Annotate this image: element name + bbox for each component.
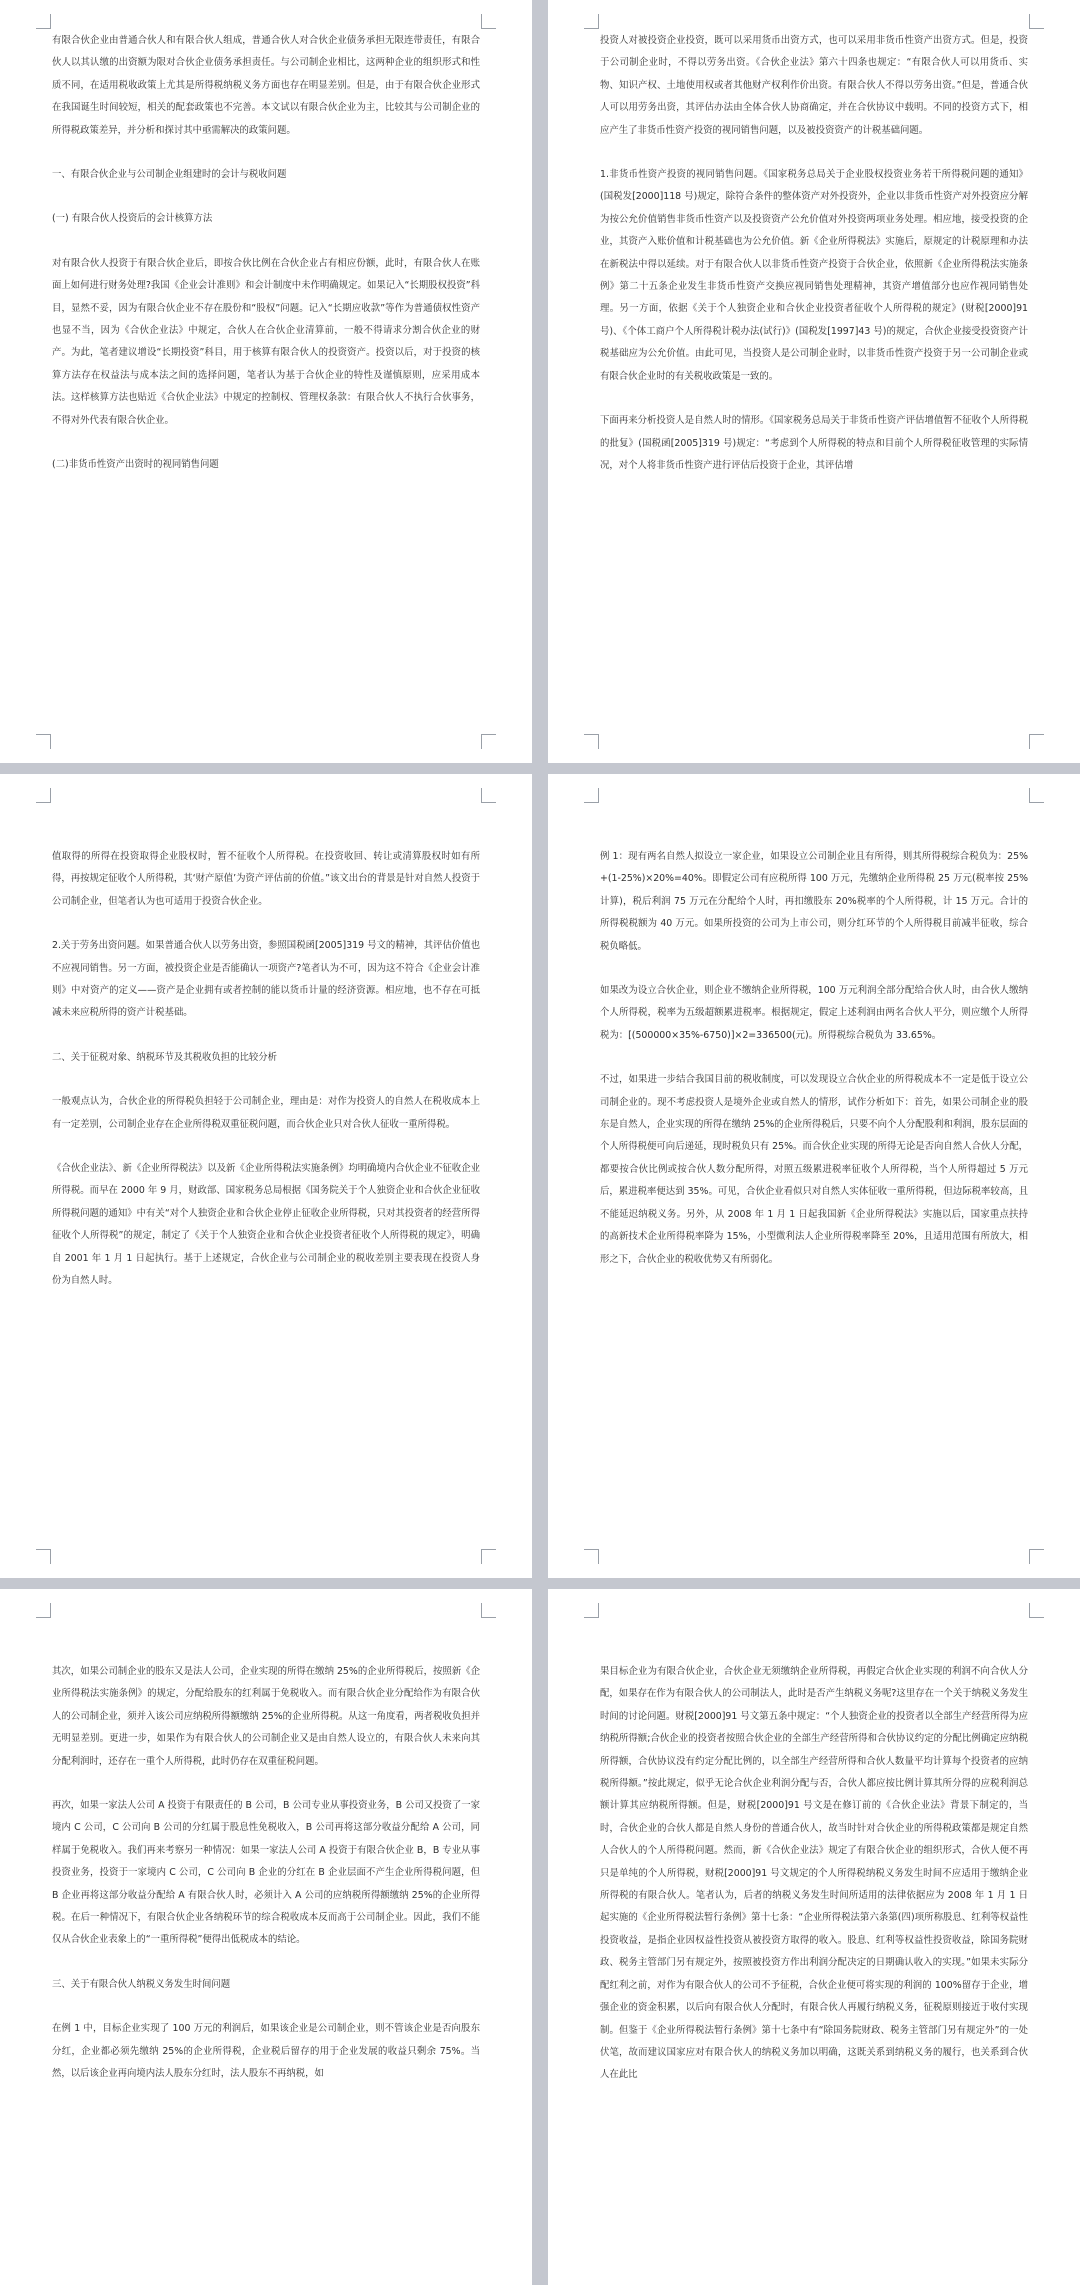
document-page bbox=[0, 774, 532, 1578]
paragraph: 投资人对被投资企业投资，既可以采用货币出资方式，也可以采用非货币性资产出资方式。但是，投资于公司制企业时，不得以劳务出资。《合伙企业法》第六十四条也规定：“有限合伙人可以用货币、实物、知识产权、土地使用权或者其他财产权利作价出资。有限合伙人不得以劳务出资。”但是，普通合伙人可以用劳务出资，其评估办法由全体合伙人协商确定，并在合伙协议中载明。不同的投资方式下，相应产生了非货币性资产投资的视同销售问题，以及被投资资产的计税基础问题。 bbox=[600, 35, 1028, 136]
margin-mark-top-left bbox=[584, 1603, 599, 1618]
paragraph: 例 1：现有两名自然人拟设立一家企业，如果设立公司制企业且有所得，则其所得税综合税负为：25%+(1-25%)×20%=40%。即假定公司有应税所得 100 万元，先缴纳企业所得税 25 万元(税率按 25%计算)，税后利润 75 万元在分配给个人时，再扣缴股东 20%税率的个人所得税，计 15 万元。合计的所得税税额为 40 万元。如果所投资的公司为上市公司，则分红环节的个人所得税目前减半征收，综合税负略低。 bbox=[600, 851, 1028, 952]
margin-mark-bottom-left bbox=[36, 734, 51, 749]
document-page bbox=[0, 0, 532, 763]
paragraph: 如果改为设立合伙企业，则企业不缴纳企业所得税，100 万元利润全部分配给合伙人时，由合伙人缴纳个人所得税，税率为五级超额累进税率。根据规定，假定上述利润由两名合伙人平分，则应缴个人所得税为：[(500000×35%-6750)]×2=336500(元)。所得税综合税负为 33.65%。 bbox=[600, 985, 1028, 1041]
margin-mark-top-left bbox=[584, 788, 599, 803]
section-heading: 一、有限合伙企业与公司制企业组建时的会计与税收问题 bbox=[52, 169, 287, 181]
margin-mark-bottom-right bbox=[1029, 734, 1044, 749]
section-heading: 二、关于征税对象、纳税环节及其税收负担的比较分析 bbox=[52, 1051, 278, 1063]
margin-mark-bottom-right bbox=[481, 1549, 496, 1564]
paragraph: 2.关于劳务出资问题。如果普通合伙人以劳务出资，参照国税函[2005]319 号文的精神，其评估价值也不应视同销售。另一方面，被投资企业是否能确认一项资产?笔者认为不可，因为这不符合《企业会计准则》中对资产的定义——资产是企业拥有或者控制的能以货币计量的经济资源。相应地，也不存在可抵减未来应税所得的资产计税基础。 bbox=[52, 940, 480, 1019]
page-text bbox=[52, 30, 480, 499]
subsection-heading: (一) 有限合伙人投资后的会计核算方法 bbox=[52, 213, 213, 225]
margin-mark-top-right bbox=[1029, 788, 1044, 803]
subsection-heading: (二)非货币性资产出资时的视同销售问题 bbox=[52, 459, 219, 471]
paragraph: 其次，如果公司制企业的股东又是法人公司，企业实现的所得在缴纳 25%的企业所得税后，按照新《企业所得税法实施条例》的规定，分配给股东的红利属于免税收入。而有限合伙企业分配给作为有限合伙人的公司制企业，须并入该公司应纳税所得额缴纳 25%的企业所得税。从这一角度看，两者税收负担并无明显差别。更进一步，如果作为有限合伙人的公司制企业又是由自然人设立的，有限合伙人未来向其分配利润时，还存在一重个人所得税，此时仍存在双重征税问题。 bbox=[52, 1666, 480, 1767]
paragraph: 对有限合伙人投资于有限合伙企业后，即按合伙比例在合伙企业占有相应份额，此时，有限合伙人在账面上如何进行财务处理?我国《企业会计准则》和会计制度中未作明确规定。如果记入“长期股权投资”科目，显然不妥，因为有限合伙企业不存在股份和“股权”问题。记入“长期应收款”等作为普通债权性资产也显不当，因为《合伙企业法》中规定，合伙人在合伙企业清算前，一般不得请求分割合伙企业的财产。为此，笔者建议增设“长期投资”科目，用于核算有限合伙人的投资资产。投资以后，对于投资的核算方法存在权益法与成本法之间的选择问题，笔者认为基于合伙企业的特性及谨慎原则，应采用成本法。这样核算方法也贴近《合伙企业法》中规定的控制权、管理权条款：有限合伙人不执行合伙事务，不得对外代表有限合伙企业。 bbox=[52, 257, 480, 426]
paragraph: 《合伙企业法》、新《企业所得税法》以及新《企业所得税法实施条例》均明确境内合伙企业不征收企业所得税。而早在 2000 年 9 月，财政部、国家税务总局根据《国务院关于个人独资企业和合伙企业征收所得税问题的通知》中有关“对个人独资企业和合伙企业停止征收企业所得税，只对其投资者的经营所得征收个人所得税”的规定，制定了《关于个人独资企业和合伙企业投资者征收个人所得税的规定》，明确自 2001 年 1 月 1 日起执行。基于上述规定，合伙企业与公司制企业的税收差别主要表现在投资人身份为自然人时。 bbox=[52, 1163, 480, 1287]
paragraph: 在例 1 中，目标企业实现了 100 万元的利润后，如果该企业是公司制企业，则不管该企业是否向股东分红，企业都必须先缴纳 25%的企业所得税，企业税后留存的用于企业发展的收益只剩余 75%。当然，以后该企业再向境内法人股东分红时，法人股东不再纳税，如 bbox=[52, 2023, 480, 2080]
page-text bbox=[600, 30, 1028, 499]
page-text bbox=[600, 1661, 1028, 2109]
paragraph: 值取得的所得在投资取得企业股权时，暂不征收个人所得税。在投资收回、转让或清算股权时如有所得，再按规定征收个人所得税，其‘财产原值’为资产评估前的价值。”该文出台的背景是针对自然人投资于公司制企业，但笔者认为也可适用于投资合伙企业。 bbox=[52, 851, 481, 907]
margin-mark-top-left bbox=[584, 14, 599, 29]
margin-mark-top-right bbox=[1029, 1603, 1044, 1618]
page-text bbox=[52, 1661, 480, 2108]
document-page bbox=[548, 1589, 1080, 2285]
paragraph: 果目标企业为有限合伙企业，合伙企业无须缴纳企业所得税，再假定合伙企业实现的利润不向合伙人分配，如果存在作为有限合伙人的公司制法人，此时是否产生纳税义务呢?这里存在一个关于纳税义务发生时间的讨论问题。财税[2000]91 号文第五条中规定：“个人独资企业的投资者以全部生产经营所得为应纳税所得额;合伙企业的投资者按照合伙企业的全部生产经营所得和合伙协议约定的分配比例确定应纳税所得额，合伙协议没有约定分配比例的，以全部生产经营所得和合伙人数量平均计算每个投资者的应纳税所得额。”按此规定，似乎无论合伙企业利润分配与否，合伙人都应按比例计算其所分得的应税利润总额计算其应纳税所得额。但是，财税[2000]91 号文是在修订前的《合伙企业法》背景下制定的，当时，合伙企业的合伙人都是自然人身份的普通合伙人，故当时针对合伙企业的所得税政策都是规定自然人合伙人的个人所得税问题。然而，新《合伙企业法》规定了有限合伙企业的组织形式，合伙人便不再只是单纯的个人所得税，财税[2000]91 号文规定的个人所得税纳税义务发生时间不应适用于缴纳企业所得税的有限合伙人。笔者认为，后者的纳税义务发生时间所适用的法律依据应为 2008 年 1 月 1 日起实施的《企业所得税法暂行条例》第十七条：“企业所得税法第六条第(四)项所称股息、红利等权益性投资收益，是指企业因权益性投资从被投资方取得的收入。股息、红利等权益性投资收益，除国务院财政、税务主管部门另有规定外，按照被投资方作出利润分配决定的日期确认收入的实现。”如果未实际分配红利之前，对作为有限合伙人的公司不予征税，合伙企业便可将实现的利润的 100%留存于企业，增强企业的资金积累，以后向有限合伙人分配时，有限合伙人再履行纳税义务，征税原则接近于收付实现制。但鉴于《企业所得税法暂行条例》第十七条中有“除国务院财政、税务主管部门另有规定外”的一处伏笔，故而建议国家应对有限合伙人的纳税义务加以明确，这既关系到纳税义务的履行，也关系到合伙人在此比 bbox=[600, 1666, 1028, 2081]
margin-mark-bottom-right bbox=[1029, 1549, 1044, 1564]
document-page bbox=[0, 1589, 532, 2285]
paragraph: 再次，如果一家法人公司 A 投资于有限责任的 B 公司，B 公司专业从事投资业务，B 公司又投资了一家境内 C 公司，C 公司向 B 公司的分红属于股息性免税收入，B 公司再将这部分收益分配给 A 公司，同样属于免税收入。我们再来考察另一种情况：如果一家法人公司 A 投资于有限合伙企业 B，B 专业从事投资业务，投资于一家境内 C 公司，C 公司向 B 企业的分红在 B 企业层面不产生企业所得税问题，但 B 企业再将这部分收益分配给 A 有限合伙人时，必须计入 A 公司的应纳税所得额缴纳 25%的企业所得税。在后一种情况下，有限合伙企业各纳税环节的综合税收成本反而高于公司制企业。因此，我们不能仅从合伙企业表象上的“一重所得税”便得出低税成本的结论。 bbox=[52, 1800, 480, 1946]
margin-mark-top-right bbox=[481, 14, 496, 29]
margin-mark-top-right bbox=[481, 1603, 496, 1618]
paragraph: 不过，如果进一步结合我国目前的税收制度，可以发现设立合伙企业的所得税成本不一定是低于设立公司制企业的。现不考虑投资人是境外企业或自然人的情形，试作分析如下：首先，如果公司制企业的股东是自然人，企业实现的所得在缴纳 25%的企业所得税后，只要不向个人分配股利和利润，股东层面的个人所得税便可向后递延，现时税负只有 25%。而合伙企业实现的所得无论是否向自然人合伙人分配，都要按合伙比例或按合伙人数分配所得，对照五级累进税率征收个人所得税，当个人所得超过 5 万元后，累进税率便达到 35%。可见，合伙企业看似只对自然人实体征收一重所得税，但边际税率较高，且不能延迟纳税义务。另外，从 2008 年 1 月 1 日起我国新《企业所得税法》实施以后，国家重点扶持的高新技术企业所得税率降为 15%，小型微利法人企业所得税率降至 20%，且适用范围有所放大，相形之下，合伙企业的税收优势又有所弱化。 bbox=[600, 1074, 1028, 1265]
page-text bbox=[600, 846, 1028, 1293]
margin-mark-top-left bbox=[36, 788, 51, 803]
paragraph: 一般观点认为，合伙企业的所得税负担轻于公司制企业，理由是：对作为投资人的自然人在税收成本上有一定差别，公司制企业存在企业所得税双重征税问题，而合伙企业只对合伙人征收一重所得税。 bbox=[52, 1096, 480, 1130]
section-heading: 三、关于有限合伙人纳税义务发生时间问题 bbox=[52, 1978, 231, 1990]
margin-mark-bottom-left bbox=[584, 1549, 599, 1564]
margin-mark-top-right bbox=[1029, 14, 1044, 29]
margin-mark-bottom-right bbox=[481, 734, 496, 749]
document-page bbox=[548, 0, 1080, 763]
paragraph: 下面再来分析投资人是自然人时的情形。《国家税务总局关于非货币性资产评估增值暂不征收个人所得税的批复》(国税函[2005]319 号)规定：“考虑到个人所得税的特点和目前个人所得税征收管理的实际情况，对个人将非货币性资产进行评估后投资于企业，其评估增 bbox=[600, 415, 1028, 471]
margin-mark-top-left bbox=[36, 14, 51, 29]
margin-mark-bottom-left bbox=[36, 1549, 51, 1564]
margin-mark-bottom-left bbox=[584, 734, 599, 749]
margin-mark-top-right bbox=[481, 788, 496, 803]
paragraph: 有限合伙企业由普通合伙人和有限合伙人组成，普通合伙人对合伙企业债务承担无限连带责任，有限合伙人以其认缴的出资额为限对合伙企业债务承担责任。与公司制企业相比，这两种企业的组织形式和性质不同，在适用税收政策上尤其是所得税纳税义务方面也存在明显差别。但是，由于有限合伙企业形式在我国诞生时间较短，相关的配套政策也不完善。本文试以有限合伙企业为主，比较其与公司制企业的所得税政策差异，并分析和探讨其中亟需解决的政策问题。 bbox=[52, 35, 480, 136]
page-text bbox=[52, 846, 480, 1315]
margin-mark-top-left bbox=[36, 1603, 51, 1618]
document-page bbox=[548, 774, 1080, 1578]
paragraph: 1.非货币性资产投资的视同销售问题。《国家税务总局关于企业股权投资业务若干所得税问题的通知》(国税发[2000]118 号)规定，除符合条件的整体资产对外投资外，企业以非货币性资产对外投资应分解为按公允价值销售非货币性资产以及投资资产公允价值对外投资两项业务处理。相应地，接受投资的企业，其资产入账价值和计税基础也为公允价值。新《企业所得税法》实施后，原规定的计税原理和办法在新税法中得以延续。对于有限合伙人以非货币性资产投资于合伙企业，依照新《企业所得税法实施条例》第二十五条企业发生非货币性资产交换应视同销售处理精神，其资产增值部分也应作视同销售处理。另一方面，依据《关于个人独资企业和合伙企业投资者征收个人所得税的规定》(财税[2000]91 号)、《个体工商户个人所得税计税办法(试行)》(国税发[1997]43 号)的规定，合伙企业接受投资资产计税基础应为公允价值。由此可见，当投资人是公司制企业时，以非货币性资产投资于另一公司制企业或有限合伙企业时的有关税收政策是一致的。 bbox=[600, 169, 1028, 382]
